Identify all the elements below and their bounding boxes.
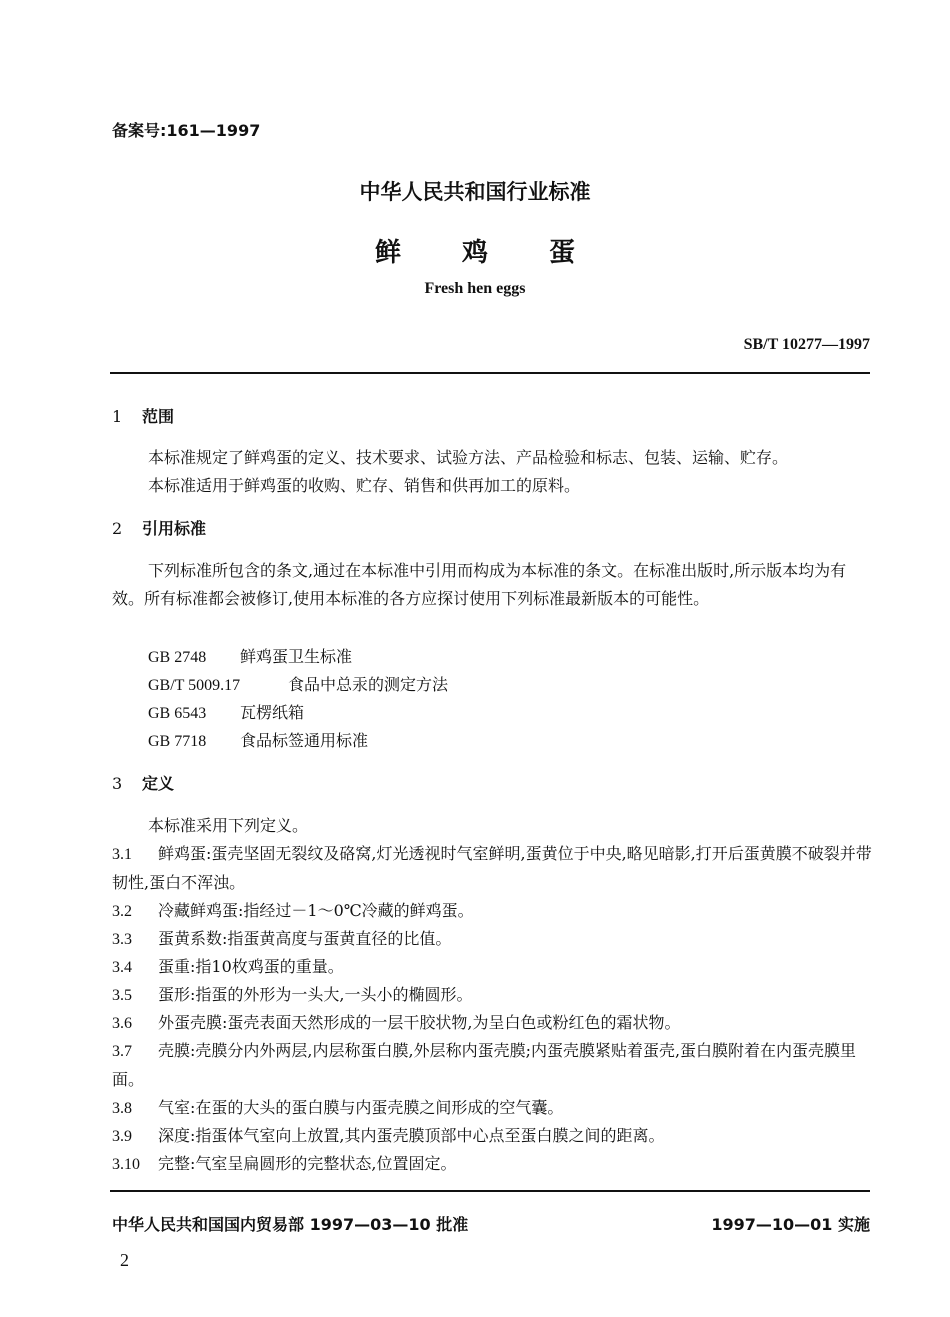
reference-code: GB 2748	[148, 649, 207, 666]
filing-number: 备案号:161—1997	[112, 121, 261, 140]
reference-item	[148, 644, 352, 667]
definition-item	[112, 1037, 872, 1094]
definition-item	[112, 1009, 872, 1038]
definition-number: 3.1	[112, 846, 132, 863]
reference-name: 食品标签通用标准	[240, 731, 369, 750]
reference-item	[148, 700, 304, 723]
standard-number: SB/T 10277—1997	[743, 336, 870, 353]
section-title: 定义	[142, 774, 175, 793]
top-divider	[110, 372, 870, 374]
bottom-divider	[110, 1190, 870, 1192]
definition-text: 壳膜:壳膜分内外两层,内层称蛋白膜,外层称内蛋壳膜;内蛋壳膜紧贴着蛋壳,蛋白膜附着在内蛋壳膜里面。	[112, 1041, 857, 1089]
definition-item	[112, 840, 872, 897]
reference-name: 瓦楞纸箱	[240, 703, 305, 722]
reference-item	[148, 672, 448, 695]
section-1-heading	[112, 404, 174, 427]
definition-item	[112, 1094, 872, 1123]
section-number: 1	[112, 407, 123, 426]
section-2-heading	[112, 516, 206, 539]
section-1-paragraph: 本标准规定了鲜鸡蛋的定义、技术要求、试验方法、产品检验和标志、包装、运输、贮存。	[148, 448, 789, 467]
definition-text: 蛋重:指10枚鸡蛋的重量。	[158, 957, 344, 976]
reference-name: 鲜鸡蛋卫生标准	[240, 647, 353, 666]
definition-text: 完整:气室呈扁圆形的完整状态,位置固定。	[158, 1154, 457, 1173]
definition-item	[112, 897, 872, 926]
definition-number: 3.2	[112, 903, 132, 920]
industry-standard-heading: 中华人民共和国行业标准	[359, 180, 591, 204]
english-subtitle: Fresh hen eggs	[424, 280, 526, 297]
definition-text: 蛋黄系数:指蛋黄高度与蛋黄直径的比值。	[158, 929, 452, 948]
definition-number: 3.6	[112, 1015, 132, 1032]
definition-text: 外蛋壳膜:蛋壳表面天然形成的一层干胶状物,为呈白色或粉红色的霜状物。	[158, 1013, 681, 1032]
definition-item	[112, 925, 872, 954]
section-3-intro: 本标准采用下列定义。	[148, 816, 309, 835]
section-3-heading	[112, 771, 174, 794]
definition-text: 蛋形:指蛋的外形为一头大,一头小的椭圆形。	[158, 985, 473, 1004]
definition-text: 冷藏鲜鸡蛋:指经过－1～0℃冷藏的鲜鸡蛋。	[158, 901, 474, 920]
section-1-paragraph: 本标准适用于鲜鸡蛋的收购、贮存、销售和供再加工的原料。	[148, 476, 581, 495]
issuer-approval: 中华人民共和国国内贸易部 1997—03—10 批准	[112, 1215, 469, 1234]
section-number: 2	[112, 519, 123, 538]
effective-date: 1997—10—01 实施	[711, 1215, 870, 1234]
page-number: 2	[120, 1250, 129, 1270]
reference-item	[148, 728, 368, 751]
definition-text: 气室:在蛋的大头的蛋白膜与内蛋壳膜之间形成的空气囊。	[158, 1098, 564, 1117]
definition-item	[112, 1122, 872, 1151]
definition-item	[112, 981, 872, 1010]
definition-number: 3.3	[112, 931, 132, 948]
definition-item	[112, 1150, 872, 1179]
definition-item	[112, 953, 872, 982]
reference-name: 食品中总汞的测定方法	[288, 675, 449, 694]
definition-number: 3.4	[112, 959, 132, 976]
definition-number: 3.10	[112, 1156, 140, 1173]
reference-code: GB 6543	[148, 705, 207, 722]
section-title: 引用标准	[142, 519, 207, 538]
definition-number: 3.8	[112, 1100, 132, 1117]
reference-code: GB 7718	[148, 733, 207, 750]
section-2-paragraph: 下列标准所包含的条文,通过在本标准中引用而构成为本标准的条文。在标准出版时,所示版本均为有效。所有标准都会被修订,使用本标准的各方应探讨使用下列标准最新版本的可能性。	[112, 561, 847, 608]
reference-code: GB/T 5009.17	[148, 677, 241, 694]
section-number: 3	[112, 774, 123, 793]
definition-text: 鲜鸡蛋:蛋壳坚固无裂纹及硌窝,灯光透视时气室鲜明,蛋黄位于中央,略见暗影,打开后蛋黄膜不破裂并带韧性,蛋白不浑浊。	[112, 844, 872, 892]
definition-number: 3.5	[112, 987, 132, 1004]
section-title: 范围	[142, 407, 175, 426]
definition-text: 深度:指蛋体气室向上放置,其内蛋壳膜顶部中心点至蛋白膜之间的距离。	[158, 1126, 665, 1145]
page-title: 鲜 鸡 蛋	[374, 238, 602, 268]
definition-number: 3.9	[112, 1128, 132, 1145]
definition-number: 3.7	[112, 1043, 132, 1060]
